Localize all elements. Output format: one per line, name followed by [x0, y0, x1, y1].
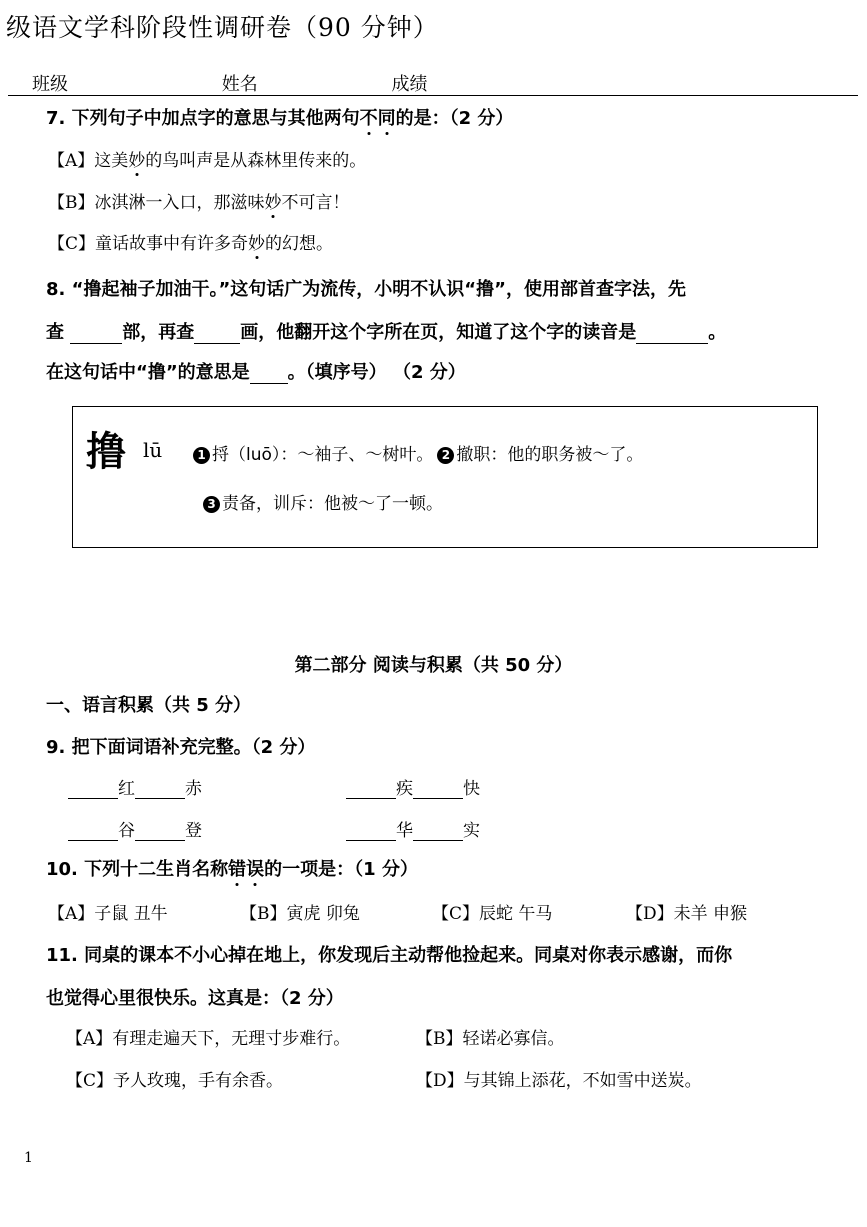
question-8-line2 [46, 318, 726, 344]
q10-option-b [240, 899, 360, 924]
idiom-char: 赤 [185, 779, 202, 799]
option-text: 未羊 申猴 [673, 904, 748, 924]
dotted-char: 妙 [248, 229, 265, 254]
dictionary-definitions-1-2 [193, 440, 643, 465]
q10-stem-text: 10. 下列十二生肖名称 [46, 859, 229, 880]
q8-text: 查 [46, 322, 71, 343]
word-blank [135, 780, 185, 799]
exam-title: 级语文学科阶段性调研卷（90 分钟） [6, 13, 439, 42]
option-text: 予人玫瑰，手有余香。 [113, 1071, 284, 1091]
dotted-char: 妙 [128, 146, 145, 171]
option-text: 的鸟叫声是从森林里传来的。 [145, 151, 367, 171]
student-info-line [10, 70, 562, 96]
q10-stem-score: 的一项是：（1 分） [264, 859, 418, 880]
option-label: 【A】 [48, 904, 95, 924]
q7-option-b [48, 188, 350, 213]
option-text: 与其锦上添花，不如雪中送炭。 [463, 1071, 702, 1091]
q8-text: 。（填序号） （2 分） [287, 362, 466, 383]
definition-text: 撤职：他的职务被～了。 [456, 445, 644, 465]
circled-number-icon: 1 [193, 447, 210, 464]
option-label: 【A】 [48, 151, 95, 171]
q10-option-c [432, 899, 552, 924]
option-label: 【C】 [66, 1071, 114, 1091]
question-8-line3 [46, 358, 466, 384]
q7-dotted-char: 不 [360, 104, 378, 130]
option-label: 【C】 [48, 234, 96, 254]
q7-stem-text: 7. 下列句子中加点字的意思与其他两句 [46, 108, 360, 129]
q9-idiom-4 [346, 816, 480, 841]
q9-idiom-2 [346, 774, 480, 799]
definition-text: 捋（luō）：～袖子、～树叶。 [212, 445, 434, 465]
question-9-stem: 9. 把下面词语补充完整。（2 分） [46, 737, 316, 758]
meaning-blank [250, 365, 288, 384]
option-text: 童话故事中有许多奇 [95, 234, 249, 254]
page-number: 1 [24, 1150, 33, 1166]
dictionary-definition-3 [203, 489, 443, 514]
class-blank [68, 77, 208, 96]
idiom-char: 疾 [396, 779, 413, 799]
option-label: 【B】 [416, 1029, 463, 1049]
stroke-count-blank [194, 325, 240, 344]
option-text: 不可言！ [281, 193, 350, 213]
q7-dotted-char: 同 [378, 104, 396, 130]
idiom-char: 登 [185, 821, 202, 841]
option-label: 【D】 [416, 1071, 464, 1091]
name-blank [258, 77, 386, 96]
q10-dotted-char: 错 [228, 855, 246, 881]
q10-dotted-char: 误 [246, 855, 264, 881]
part-two-title: 第二部分 阅读与积累（共 50 分） [294, 655, 573, 676]
pronunciation-blank [636, 325, 708, 344]
q9-idiom-3 [68, 816, 202, 841]
option-text: 有理走遍天下，无理寸步难行。 [112, 1029, 351, 1049]
header-divider [8, 95, 858, 96]
q11-option-b [416, 1024, 565, 1049]
word-blank [346, 780, 396, 799]
definition-text: 责备，训斥：他被～了一顿。 [222, 494, 443, 514]
option-text: 寅虎 卯兔 [286, 904, 360, 924]
q7-option-a [48, 146, 366, 171]
word-blank [413, 780, 463, 799]
option-label: 【C】 [432, 904, 480, 924]
option-label: 【A】 [66, 1029, 113, 1049]
question-7-stem [46, 104, 513, 130]
option-label: 【D】 [626, 904, 674, 924]
question-10-stem [46, 855, 418, 881]
idiom-char: 快 [463, 779, 480, 799]
question-11-line1: 11. 同桌的课本不小心掉在地上，你发现后主动帮他捡起来。同桌对你表示感谢，而你 [46, 945, 733, 966]
circled-number-icon: 3 [203, 496, 220, 513]
option-text: 辰蛇 午马 [479, 904, 553, 924]
q8-text: 画，他翻开这个字所在页，知道了这个字的读音是 [240, 322, 637, 343]
dictionary-pinyin: lū [143, 438, 163, 462]
circled-number-icon: 2 [437, 447, 454, 464]
option-label: 【B】 [240, 904, 287, 924]
dotted-char: 妙 [265, 188, 282, 213]
option-text: 冰淇淋一入口，那滋味 [94, 193, 265, 213]
subsection-title: 一、语言积累（共 5 分） [46, 695, 252, 716]
word-blank [68, 780, 118, 799]
score-label: 成绩 [391, 74, 428, 95]
question-11-line2: 也觉得心里很快乐。这真是：（2 分） [46, 988, 344, 1009]
word-blank [413, 822, 463, 841]
q11-option-a [66, 1024, 350, 1049]
dictionary-headword: 撸 [86, 429, 126, 475]
q10-option-d [626, 899, 747, 924]
q11-option-d [416, 1066, 702, 1091]
option-text: 这美 [94, 151, 129, 171]
idiom-char: 红 [118, 779, 135, 799]
word-blank [346, 822, 396, 841]
idiom-char: 实 [463, 821, 480, 841]
idiom-char: 谷 [118, 821, 135, 841]
q8-text: 部，再查 [122, 322, 195, 343]
question-8-line1: 8. “撸起袖子加油干。”这句话广为流传，小明不认识“撸”，使用部首查字法，先 [46, 279, 686, 300]
option-label: 【B】 [48, 193, 95, 213]
q7-stem-score: 的是：（2 分） [395, 108, 514, 129]
class-label: 班级 [32, 74, 68, 95]
option-text: 子鼠 丑牛 [94, 904, 168, 924]
idiom-char: 华 [396, 821, 413, 841]
dictionary-entry-box [72, 406, 818, 548]
word-blank [135, 822, 185, 841]
q8-text: 。 [708, 322, 727, 343]
radical-blank [70, 325, 122, 344]
q9-idiom-1 [68, 774, 202, 799]
option-text: 的幻想。 [265, 234, 334, 254]
score-blank [427, 77, 562, 96]
q10-option-a [48, 899, 168, 924]
q11-option-c [66, 1066, 283, 1091]
q8-text: 在这句话中“撸”的意思是 [46, 362, 250, 383]
option-text: 轻诺必寡信。 [462, 1029, 565, 1049]
word-blank [68, 822, 118, 841]
name-label: 姓名 [221, 74, 258, 95]
q7-option-c [48, 229, 333, 254]
blank-prefix [10, 77, 32, 96]
